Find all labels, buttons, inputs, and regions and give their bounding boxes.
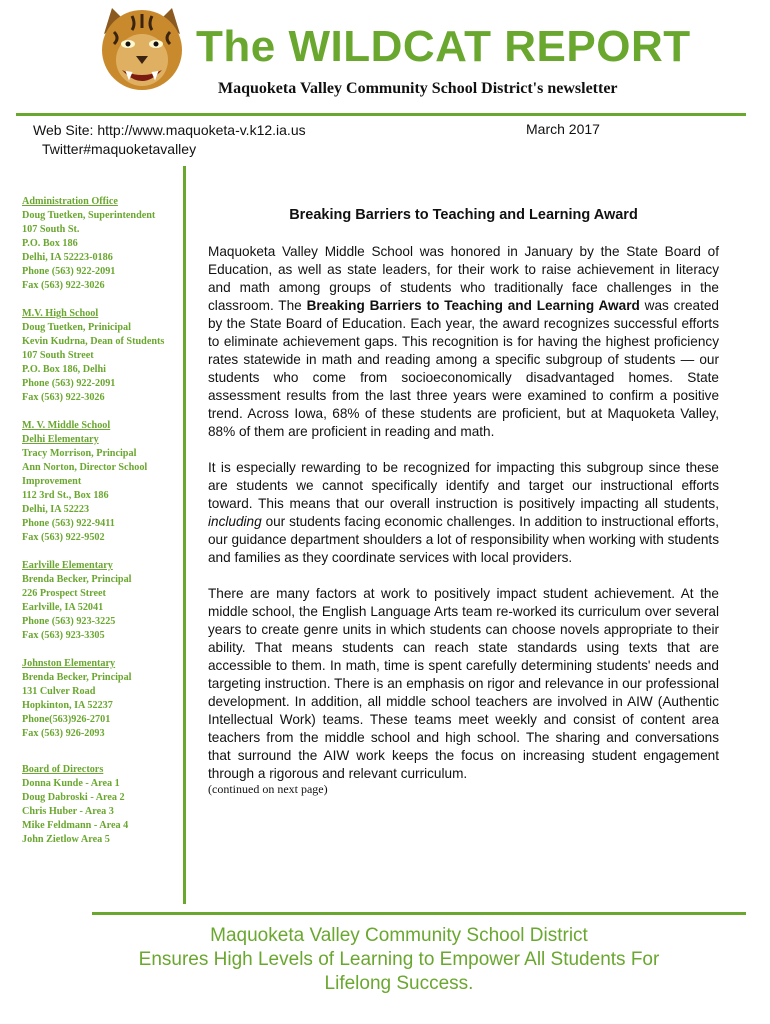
twitter-handle[interactable]: Twitter#maquoketavalley: [42, 141, 197, 157]
sidebar-line: Fax (563) 922-9502: [22, 532, 105, 543]
column-divider: [183, 166, 186, 904]
sidebar-line: Mike Feldmann - Area 4: [22, 820, 129, 831]
sidebar-heading: Administration Office: [22, 196, 118, 207]
sidebar-heading: Earlville Elementary: [22, 560, 113, 571]
sidebar-line: Hopkinton, IA 52237: [22, 700, 113, 711]
article-text: Maquoketa Valley Middle School was honored in January by the State Board of Education, as well as state leaders, for their work to raise achievement in literacy and math among groups of students who traditionally face challenges in the classroom. The: [208, 244, 719, 313]
top-divider: [16, 113, 746, 116]
sidebar-line: Tracy Morrison, Principal: [22, 448, 137, 459]
article-text: was created by the State Board of Education. Each year, the award recognizes successful efforts to eliminate achievement gaps. This recognition is for having the highest proficiency rates statewide in math and reading among a specific subgroup of students — our students who come from socioeconomically disadvantaged homes. State assessment results from the last three years were examined to confirm a positive trend. Across Iowa, 68% of these students are proficient, but at Maquoketa Valley, 88% of them are proficient in reading and math.: [208, 298, 719, 439]
sidebar-line: P.O. Box 186: [22, 238, 78, 249]
issue-date: March 2017: [526, 121, 600, 137]
sidebar-line: Delhi, IA 52223: [22, 504, 90, 515]
sidebar-line: Improvement: [22, 476, 82, 487]
mission-line: Ensures High Levels of Learning to Empower All Students For: [138, 949, 660, 970]
sidebar-section-earlville: [22, 559, 180, 643]
article-paragraph: [208, 459, 719, 567]
sidebar-line: Delhi Elementary: [22, 434, 99, 445]
emphasis-text: including: [208, 514, 262, 529]
newsletter-title: The WILDCAT REPORT: [196, 22, 691, 71]
sidebar-section-middle-school: [22, 419, 180, 545]
sidebar-section-high-school: [22, 307, 180, 405]
mission-line: Lifelong Success.: [324, 973, 474, 994]
sidebar-section-board: [22, 763, 180, 847]
mission-line: Maquoketa Valley Community School District: [210, 925, 588, 946]
website-link[interactable]: Web Site: http://www.maquoketa-v.k12.ia.us: [33, 122, 306, 138]
sidebar-line: Fax (563) 922-3026: [22, 392, 105, 403]
sidebar-line: Brenda Becker, Principal: [22, 672, 132, 683]
main-article: [208, 205, 719, 797]
sidebar-line: Doug Dabroski - Area 2: [22, 792, 125, 803]
sidebar-section-johnston: [22, 657, 180, 741]
wildcat-mascot-icon: [92, 4, 192, 100]
newsletter-subtitle: Maquoketa Valley Community School District's newsletter: [218, 80, 618, 97]
sidebar-heading: Johnston Elementary: [22, 658, 116, 669]
sidebar-line: Fax (563) 926-2093: [22, 728, 105, 739]
sidebar-line: 131 Culver Road: [22, 686, 96, 697]
sidebar-line: Earlville, IA 52041: [22, 602, 104, 613]
bottom-divider: [92, 912, 746, 915]
article-text: our students facing economic challenges. In addition to instructional efforts, our guidance department shoulders a lot of responsibility when working with students and families as they coordinate services with local providers.: [208, 514, 719, 565]
article-headline: Breaking Barriers to Teaching and Learning Award: [289, 207, 638, 223]
sidebar-line: 112 3rd St., Box 186: [22, 490, 109, 501]
sidebar-line: P.O. Box 186, Delhi: [22, 364, 106, 375]
sidebar-line: Brenda Becker, Principal: [22, 574, 132, 585]
sidebar-heading: M. V. Middle School: [22, 420, 111, 431]
article-paragraph: [208, 243, 719, 441]
article-paragraph: There are many factors at work to positively impact student achievement. At the middle school, the English Language Arts team re-worked its curriculum over several years to create genre units in which students can choose novels appropriate to their ability. That means students can reach state standards using texts that are accessible to them. In math, time is spent carefully determining students' needs and targeting instruction. There is an emphasis on rigor and relevance in our professional development. In addition, all middle school teachers are involved in AIW (Authentic Intellectual Work) teams. These teams meet weekly and consist of content area teachers from the middle school and high school. The sharing and conversations that surround the AIW work keeps the focus on increasing student engagement through a rigorous and relevant curriculum.: [208, 586, 719, 781]
sidebar-line: Donna Kunde - Area 1: [22, 778, 120, 789]
continued-note: (continued on next page): [208, 782, 328, 796]
sidebar-line: Phone (563) 923-3225: [22, 616, 116, 627]
sidebar-line: Doug Tuetken, Superintendent: [22, 210, 156, 221]
mission-statement: [96, 924, 702, 996]
sidebar-line: Doug Tuetken, Prinicipal: [22, 322, 131, 333]
sidebar-line: Chris Huber - Area 3: [22, 806, 114, 817]
sidebar-heading: Board of Directors: [22, 764, 104, 775]
sidebar-line: 107 South St.: [22, 224, 80, 235]
sidebar-line: Phone (563) 922-9411: [22, 518, 115, 529]
award-name: Breaking Barriers to Teaching and Learning Award: [306, 298, 640, 313]
sidebar-section-administration: [22, 195, 180, 293]
sidebar-line: Delhi, IA 52223-0186: [22, 252, 113, 263]
sidebar-line: Kevin Kudrna, Dean of Students: [22, 336, 165, 347]
sidebar-directory: [22, 195, 180, 861]
sidebar-line: 226 Prospect Street: [22, 588, 106, 599]
sidebar-line: Fax (563) 922-3026: [22, 280, 105, 291]
sidebar-line: Phone (563) 922-2091: [22, 378, 116, 389]
sidebar-heading: M.V. High School: [22, 308, 99, 319]
sidebar-line: Fax (563) 923-3305: [22, 630, 105, 641]
sidebar-line: John Zietlow Area 5: [22, 834, 110, 845]
sidebar-line: Ann Norton, Director School: [22, 462, 148, 473]
sidebar-line: Phone (563) 922-2091: [22, 266, 116, 277]
sidebar-line: 107 South Street: [22, 350, 94, 361]
sidebar-line: Phone(563)926-2701: [22, 714, 111, 725]
article-text: It is especially rewarding to be recognized for impacting this subgroup since these are students we cannot specifically identify and target our instructional efforts toward. This means that our overall instruction is positively impacting all students,: [208, 460, 719, 511]
